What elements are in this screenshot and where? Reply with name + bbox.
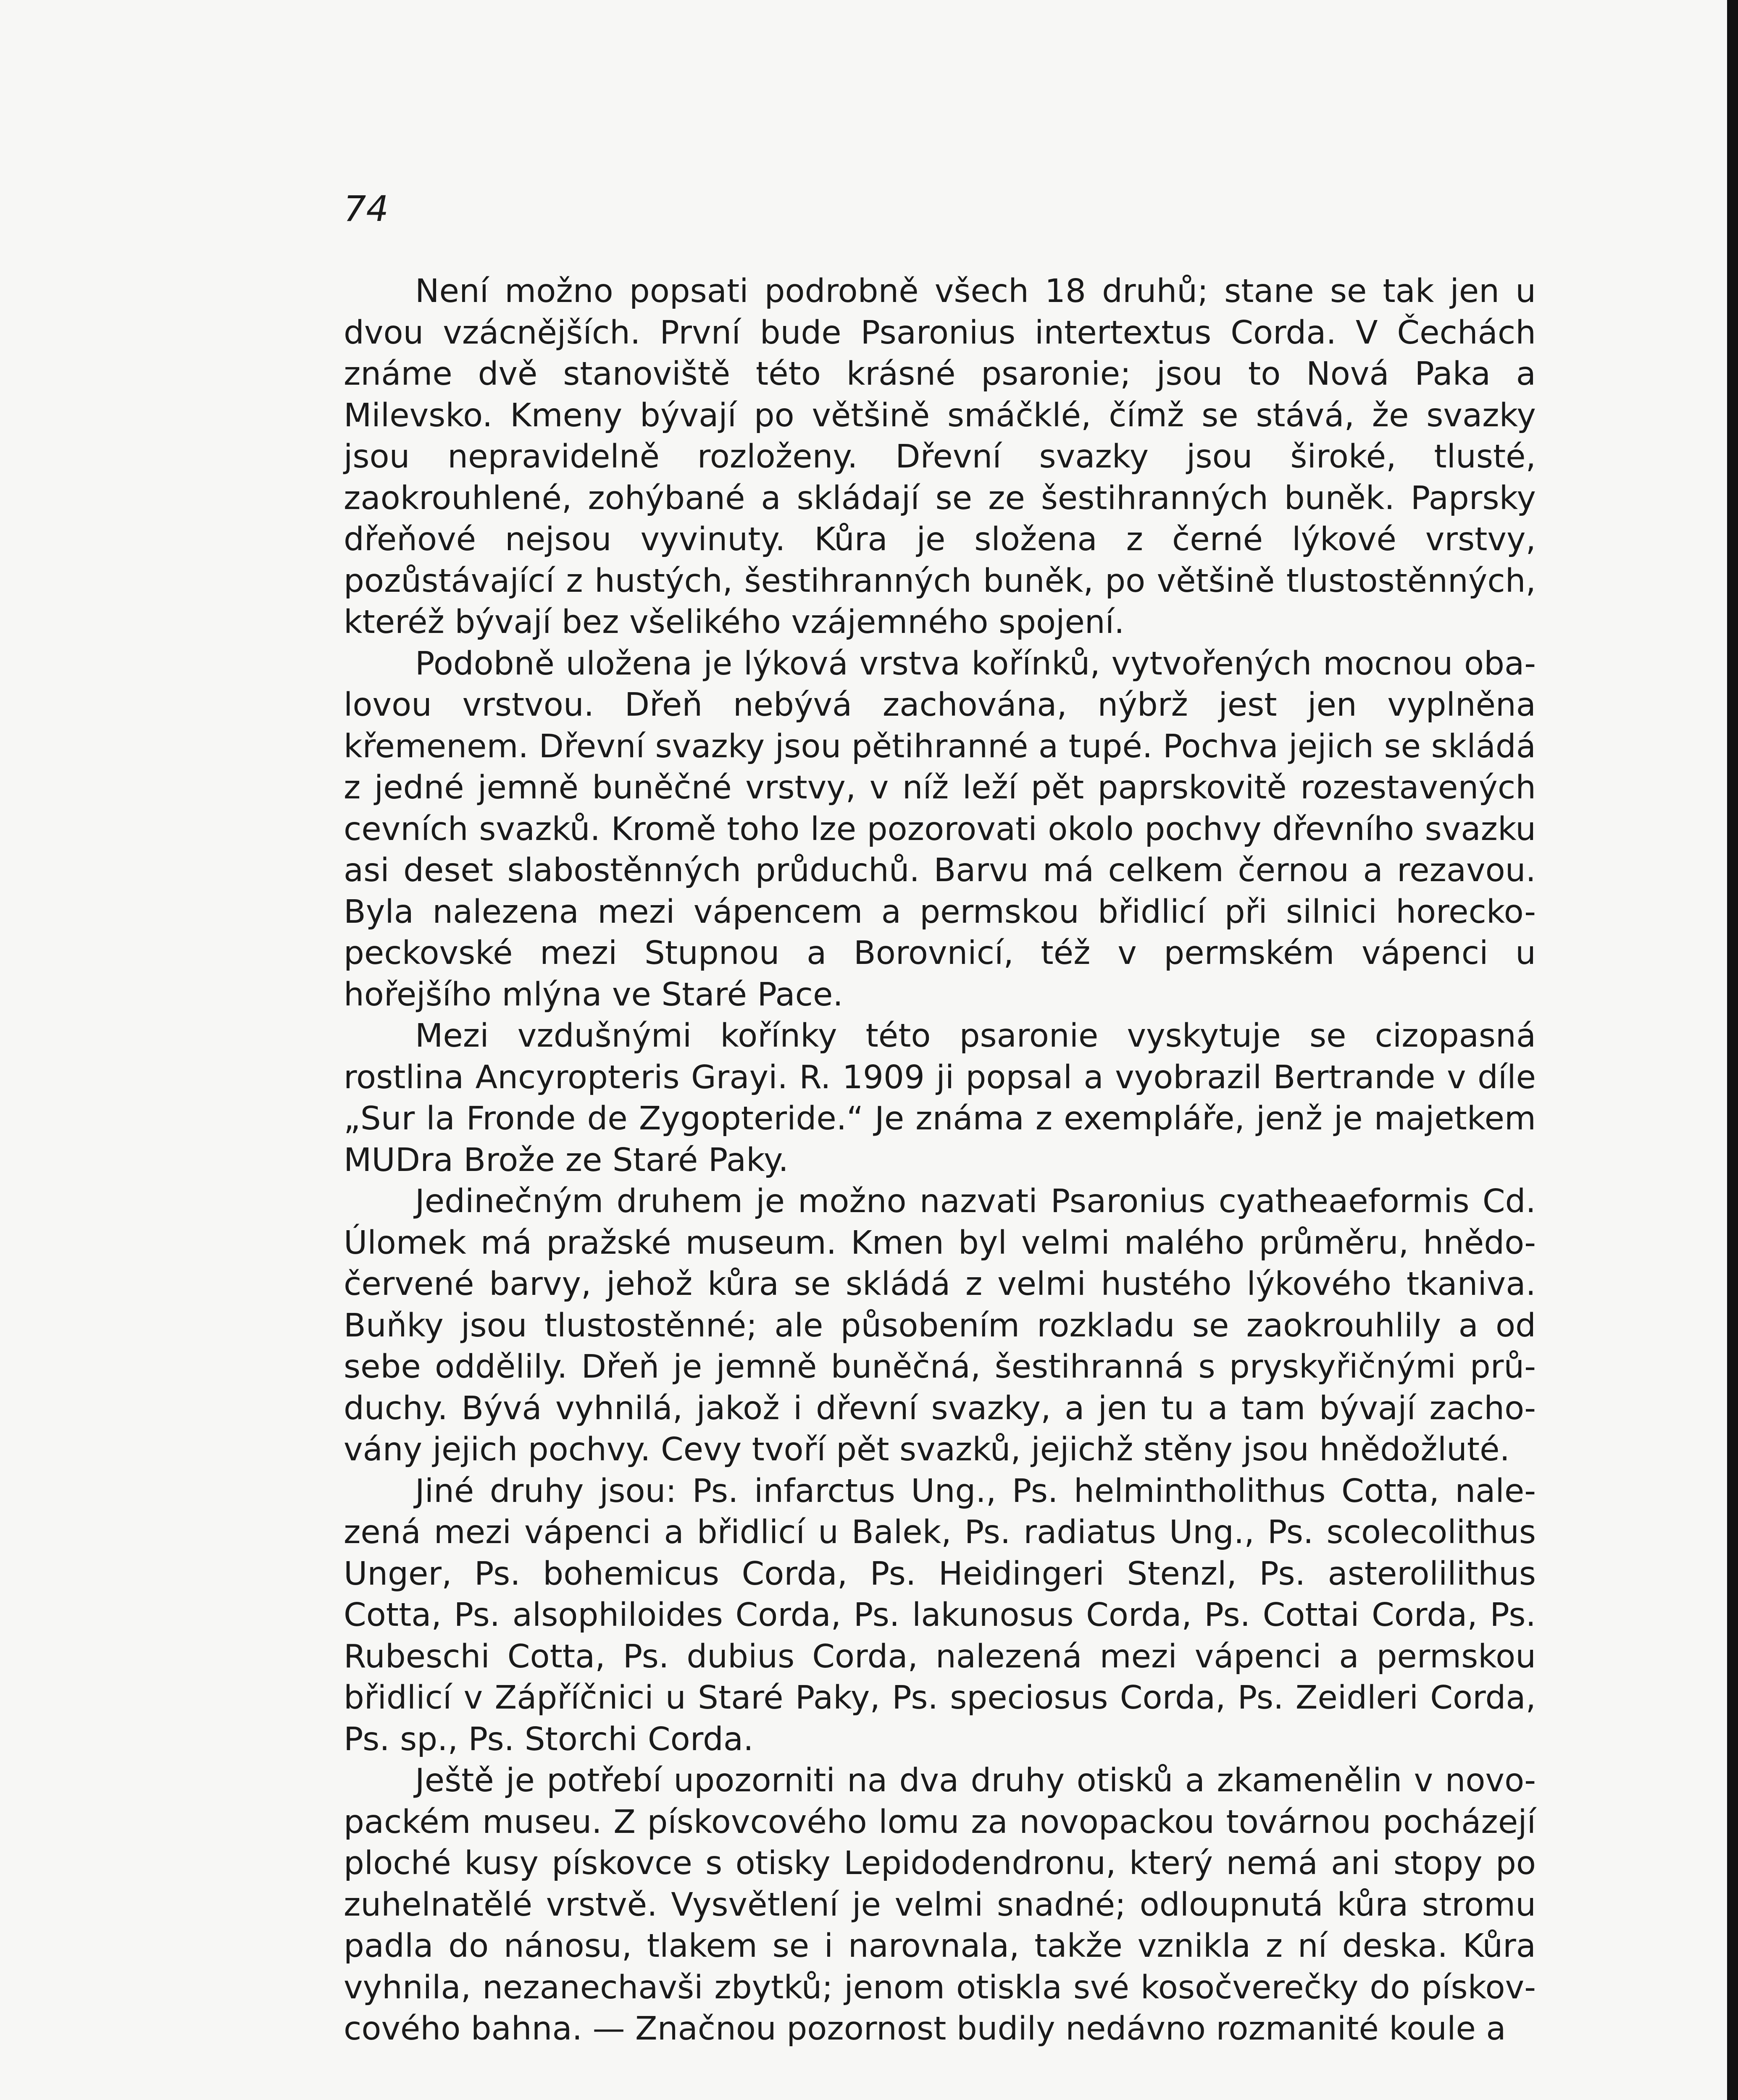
body-text: [344, 271, 1536, 2050]
paragraph: Jiné druhy jsou: Ps. infarctus Ung., Ps. helmintholithus Cotta, nalezená mezi vápenci a břidlicí u Balek, Ps. radiatus Ung., Ps. scolecolithus Unger, Ps. bohemicus Corda, Ps. Heidingeri Stenzl, Ps. asterolilithus Cotta, Ps. alsophiloides Corda, Ps. lakunosus Corda, Ps. Cottai Corda, Ps. Rubeschi Cotta, Ps. dubius Corda, nalezená mezi vápenci a permskou břidlicí v Zápříčnici u Staré Paky, Ps. speciosus Corda, Ps. Zeidleri Corda, Ps. sp., Ps. Storchi Corda.: [344, 1472, 1536, 1758]
paragraph: Ještě je potřebí upozorniti na dva druhy otisků a zkamenělin v novopackém museu. Z pískovcového lomu za novopackou továrnou pocházejí ploché kusy pískovce s otisky Lepidodendronu, který nemá ani stopy po zuhelnatělé vrstvě. Vysvětlení je velmi snadné; odloupnutá kůra stromu padla do nánosu, tlakem se i narovnala, takže vznikla z ní deska. Kůra vyhnila, nezanechavši zbytků; jenom otiskla své kosočverečky do pískovcového bahna. — Značnou pozornost budily nedávno rozmanité koule a: [344, 1762, 1536, 2048]
paragraph: Není možno popsati podrobně všech 18 druhů; stane se tak jen u dvou vzácnějších. První bude Psaronius intertextus Corda. V Čechách známe dvě stanoviště této krásné psaronie; jsou to Nová Paka a Milevsko. Kmeny bývají po většině smáčklé, čímž se stává, že svazky jsou nepravidelně rozloženy. Dřevní svazky jsou široké, tlusté, zaokrouhlené, zohýbané a skládají se ze šestihranných buněk. Paprsky dřeňové nejsou vyvinuty. Kůra je složena z černé lýkové vrstvy, pozůstávající z hustých, šestihranných buněk, po většině tlustostěnných, kteréž bývají bez všelikého vzájemného spojení.: [344, 273, 1536, 641]
page-number: 74: [344, 188, 389, 229]
scan-edge-right: [1727, 0, 1738, 2100]
paragraph: Podobně uložena je lýková vrstva kořínků, vytvořených mocnou obalovou vrstvou. Dřeň nebývá zachována, nýbrž jest jen vyplněna křemenem. Dřevní svazky jsou pětihranné a tupé. Pochva jejich se skládá z jedné jemně buněčné vrstvy, v níž leží pět paprskovitě rozestavených cevních svazků. Kromě toho lze pozorovati okolo pochvy dřevního svazku asi deset slabostěnných průduchů. Barvu má celkem černou a rezavou. Byla nalezena mezi vápencem a permskou břidlicí při silnici horecko-peckovské mezi Stupnou a Borovnicí, též v permském vápenci u hořejšího mlýna ve Staré Pace.: [344, 645, 1536, 1013]
paragraph: Mezi vzdušnými kořínky této psaronie vyskytuje se cizopasná rostlina Ancyropteris Grayi. R. 1909 ji popsal a vyobrazil Bertrande v díle „Sur la Fronde de Zygopteride.“ Je známa z exempláře, jenž je majetkem MUDra Brože ze Staré Paky.: [344, 1017, 1536, 1179]
paragraph: Jedinečným druhem je možno nazvati Psaronius cyatheaeformis Cd. Úlomek má pražské museum. Kmen byl velmi malého průměru, hnědočervené barvy, jehož kůra se skládá z velmi hustého lýkového tkaniva. Buňky jsou tlustostěnné; ale působením rozkladu se zaokrouhlily a od sebe oddělily. Dřeň je jemně buněčná, šestihranná s pryskyřičnými průduchy. Bývá vyhnilá, jakož i dřevní svazky, a jen tu a tam bývají zachovány jejich pochvy. Cevy tvoří pět svazků, jejichž stěny jsou hnědožluté.: [344, 1183, 1536, 1468]
